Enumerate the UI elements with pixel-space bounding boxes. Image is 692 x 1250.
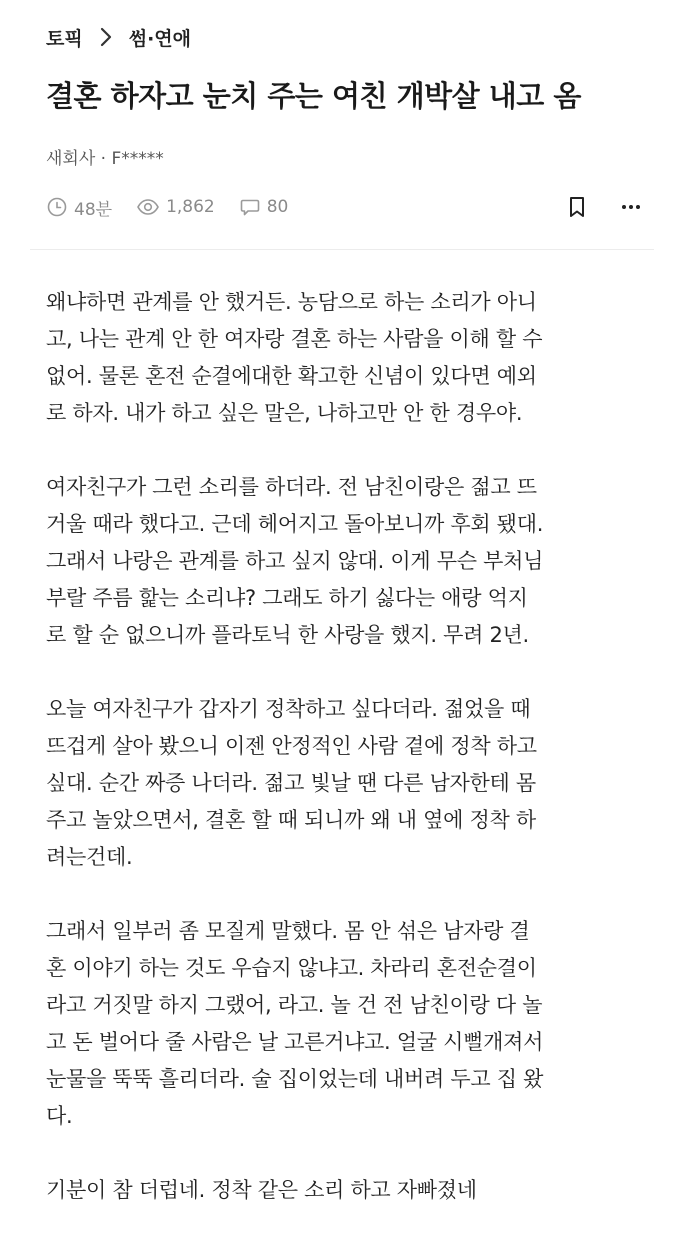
comment-icon [239, 196, 261, 218]
post-time [46, 195, 112, 220]
breadcrumb [46, 24, 191, 50]
eye-icon [136, 196, 160, 218]
text-line: 고, 나는 관계 안 한 여자랑 결혼 하는 사람을 이해 할 수 [46, 327, 543, 351]
text-line: 주고 놀았으면서, 결혼 할 때 되니까 왜 내 옆에 정착 하 [46, 808, 536, 832]
text-line: 여자친구가 그런 소리를 하더라. 전 남친이랑은 젊고 뜨 [46, 475, 537, 499]
text-line: 왜냐하면 관계를 안 했거든. 농담으로 하는 소리가 아니 [46, 290, 537, 314]
clock-icon [46, 196, 68, 218]
text-line: 라고 거짓말 하지 그랬어, 라고. 놀 건 전 남친이랑 다 놀 [46, 993, 543, 1017]
more-options-button[interactable] [616, 192, 646, 222]
header-divider [30, 249, 654, 250]
text-line: 려는건데. [46, 845, 133, 869]
bookmark-icon [566, 195, 588, 219]
post-meta-bar [46, 192, 646, 222]
breadcrumb-topic-link[interactable]: 토픽 [46, 27, 83, 50]
text-line: 혼 이야기 하는 것도 우습지 않냐고. 차라리 혼전순결이 [46, 956, 537, 980]
text-line: 눈물을 뚝뚝 흘리더라. 술 집이었는데 내버려 두고 집 왔 [46, 1067, 544, 1091]
post-paragraph [46, 691, 656, 876]
text-line: 그래서 일부러 좀 모질게 말했다. 몸 안 섞은 남자랑 결 [46, 919, 530, 943]
post-author[interactable]: 새회사 · F***** [46, 149, 164, 169]
text-line: 부랄 주름 핥는 소리냐? 그래도 하기 싫다는 애랑 억지 [46, 586, 528, 610]
post-paragraph [46, 1172, 656, 1209]
post-comments-value: 80 [266, 197, 289, 217]
post-views-value: 1,862 [166, 197, 215, 217]
post-actions [538, 192, 646, 222]
text-line: 고 돈 벌어다 줄 사람은 날 고른거냐고. 얼굴 시뻘개져서 [46, 1030, 544, 1054]
text-line: 로 할 순 없으니까 플라토닉 한 사랑을 했지. 무려 2년. [46, 623, 529, 647]
text-line: 싶대. 순간 짜증 나더라. 젊고 빛날 땐 다른 남자한테 몸 [46, 771, 536, 795]
breadcrumb-category-link[interactable]: 썸·연애 [128, 27, 191, 50]
post-paragraph [46, 469, 656, 654]
chevron-right-icon [93, 24, 119, 50]
post-paragraph [46, 913, 656, 1135]
text-line: 뜨겁게 살아 봤으니 이젠 안정적인 사람 곁에 정착 하고 [46, 734, 537, 758]
post-title: 결혼 하자고 눈치 주는 여친 개박살 내고 옴 [46, 79, 581, 113]
post-views [136, 196, 215, 218]
text-line: 기분이 참 더럽네. 정착 같은 소리 하고 자빠졌네 [46, 1178, 477, 1202]
post-comments[interactable] [239, 196, 289, 218]
text-line: 다. [46, 1104, 73, 1128]
bookmark-button[interactable] [562, 192, 592, 222]
text-line: 그래서 나랑은 관계를 하고 싶지 않대. 이게 무슨 부처님 [46, 549, 544, 573]
post-paragraph [46, 284, 656, 432]
text-line: 거울 때라 했다고. 근데 헤어지고 돌아보니까 후회 됐대. [46, 512, 544, 536]
more-dots-icon [619, 195, 643, 219]
post-time-value: 48분 [74, 199, 113, 220]
post-body [46, 284, 656, 1246]
text-line: 로 하자. 내가 하고 싶은 말은, 나하고만 안 한 경우야. [46, 401, 523, 425]
text-line: 오늘 여자친구가 갑자기 정착하고 싶다더라. 젊었을 때 [46, 697, 531, 721]
text-line: 없어. 물론 혼전 순결에대한 확고한 신념이 있다면 예외 [46, 364, 537, 388]
